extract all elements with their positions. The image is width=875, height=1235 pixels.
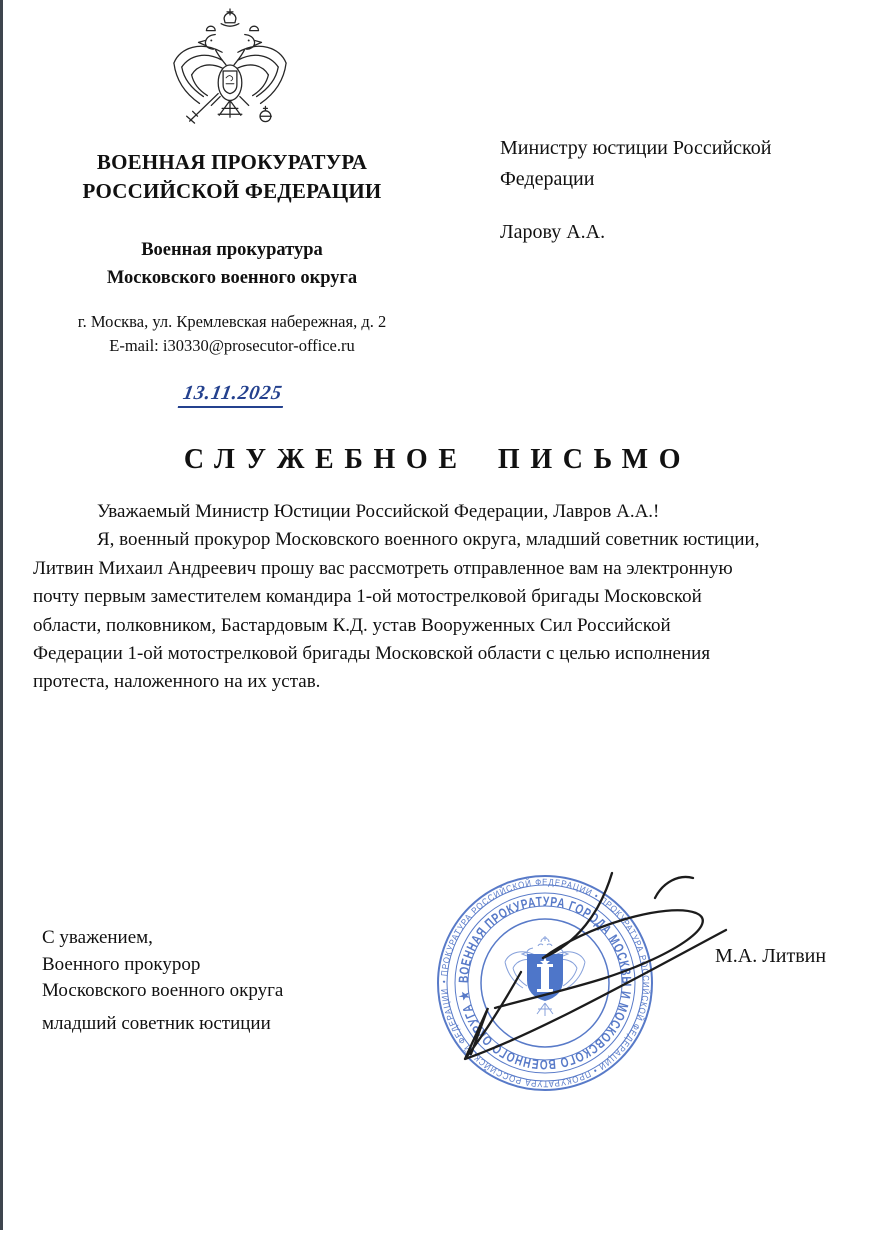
body-line: Я, военный прокурор Московского военного округа, младший советник юстиции, [97, 529, 760, 551]
stamp-outer-ring-text: • ПРОКУРАТУРА РОССИЙСКОЙ ФЕДЕРАЦИИ • ПРОКУРАТУРА РОССИЙСКОЙ ФЕДЕРАЦИИ • ПРОКУРАТУРА РОССИЙСКОЙ ФЕДЕРАЦИИ [438, 876, 652, 1090]
body-line: Федерации 1-ой мотострелковой бригады Московской области с целью исполнения [33, 643, 711, 665]
handwritten-date: 13.11.2025 [177, 382, 286, 408]
body-line: протеста, наложенного на их устав. [33, 671, 321, 693]
body-line: Литвин Михаил Андреевич прошу вас рассмотреть отправленное вам на электронную [33, 557, 733, 579]
stamp-inner-ring-text: ВОЕННАЯ ПРОКУРАТУРА ГОРОДА МОСКВЫ И МОСКОВСКОГО ВОЕННОГО ОКРУГА ★ [455, 893, 635, 1073]
addressee-block [500, 133, 800, 248]
addressee-line2: Федерации [500, 168, 595, 190]
official-stamp-and-signature [425, 858, 735, 1103]
addressee-name: Ларову А.А. [500, 221, 606, 243]
signoff-block [42, 925, 283, 1037]
letter-body [33, 498, 848, 697]
body-line: почту первым заместителем командира 1-ой мотострелковой бригады Московской [33, 586, 702, 608]
signer-rank: младший советник юстиции [42, 1012, 271, 1034]
salutation-line: Уважаемый Министр Юстиции Российской Федерации, Лавров А.А.! [97, 501, 660, 522]
coat-of-arms-icon [166, 6, 294, 130]
unit-name-line1: Военная прокуратура [141, 240, 323, 260]
document-title: СЛУЖЕБНОЕ ПИСЬМО [183, 444, 692, 475]
signoff-line1: С уважением, [42, 927, 153, 948]
street-address: г. Москва, ул. Кремлевская набережная, д. 2 [77, 312, 387, 331]
unit-name-line2: Московского военного округа [106, 268, 358, 288]
signoff-line2: Военного прокурор [42, 953, 201, 975]
letterhead [22, 148, 442, 408]
signer-name: М.А. Литвин [715, 945, 827, 967]
email-address: E-mail: i30330@prosecutor-office.ru [109, 336, 355, 355]
org-name-line2: РОССИЙСКОЙ ФЕДЕРАЦИИ [82, 179, 382, 203]
org-name-line1: ВОЕННАЯ ПРОКУРАТУРА [96, 150, 368, 174]
addressee-line1: Министру юстиции Российской [500, 137, 772, 159]
window-left-edge [0, 0, 3, 1230]
body-line: области, полковником, Бастардовым К.Д. устав Вооруженных Сил Российской [33, 614, 671, 636]
signoff-line3: Московского военного округа [42, 980, 284, 1001]
